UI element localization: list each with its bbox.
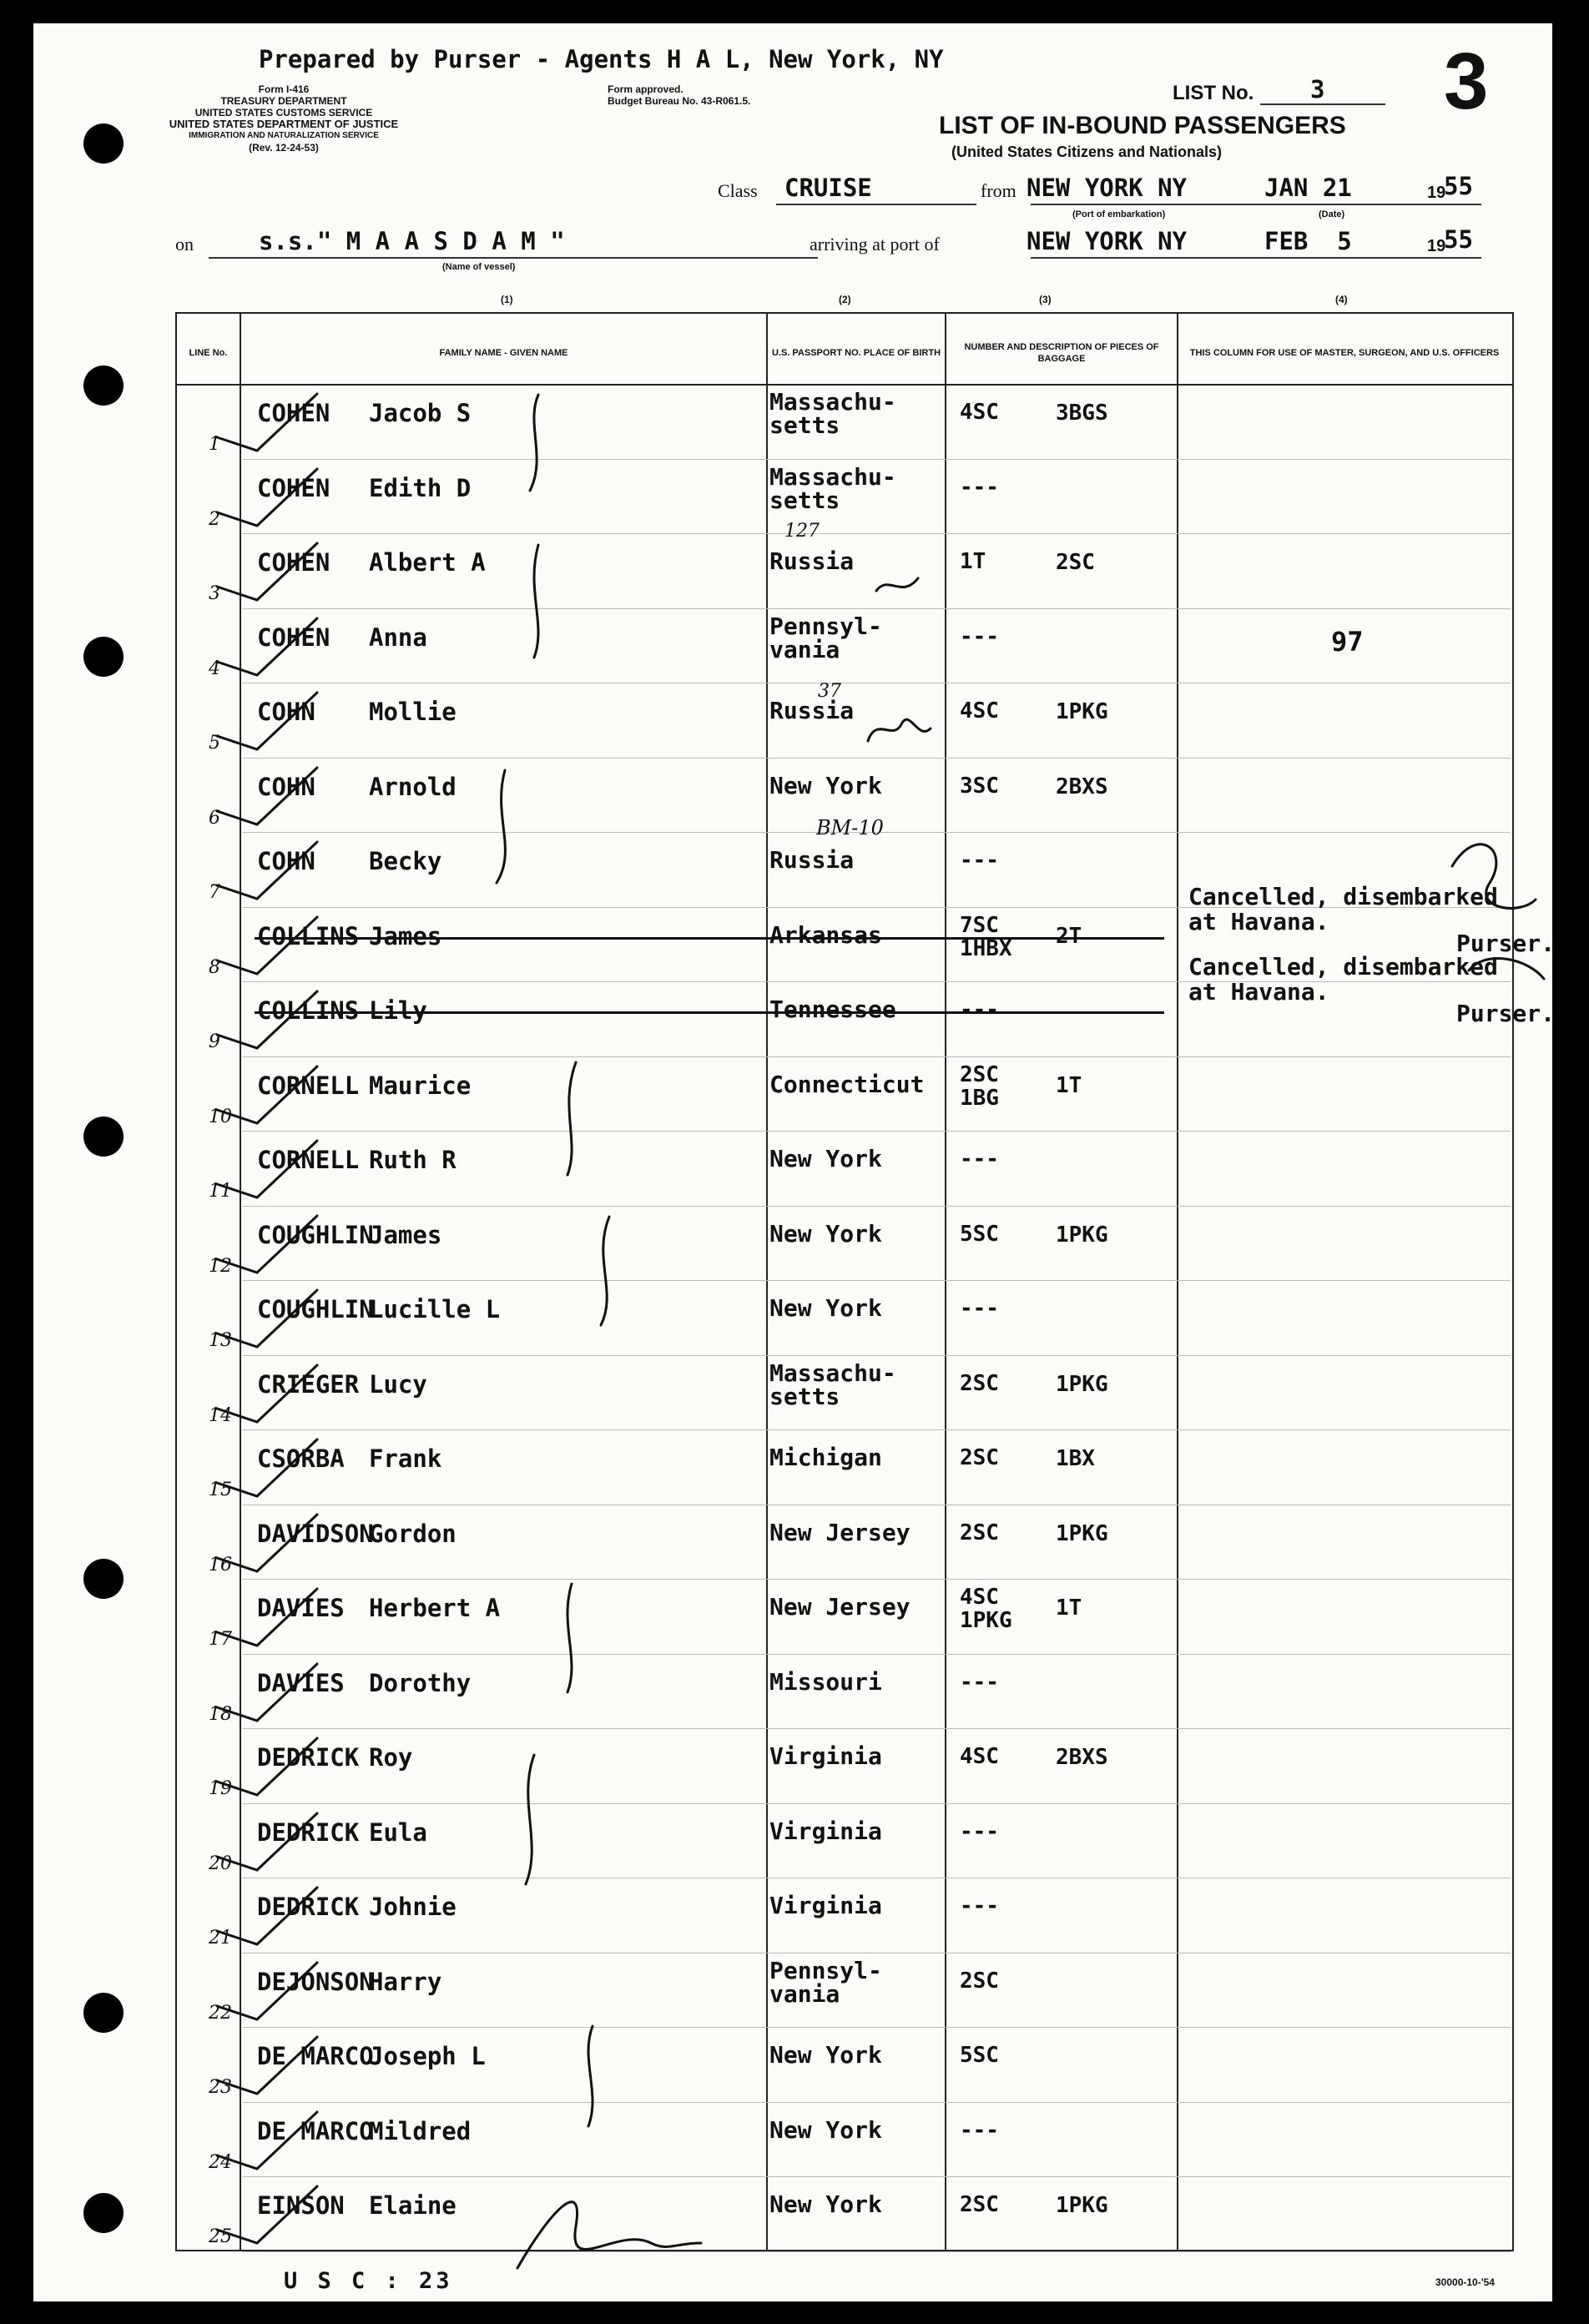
family-name: COHN: [257, 698, 315, 726]
place-of-birth: New York: [769, 771, 882, 799]
on-label: on: [175, 234, 194, 255]
place-of-birth: Virginia: [769, 1742, 882, 1770]
place-of-birth: Arkansas: [769, 920, 882, 949]
line-number: 18: [209, 1703, 232, 1725]
arrival-year-prefix: 19: [1427, 237, 1446, 255]
arrival-date: FEB 5: [1264, 227, 1352, 255]
line-number: 3: [209, 583, 220, 604]
family-name: COHEN: [257, 548, 330, 577]
customs-service: UNITED STATES CUSTOMS SERVICE: [194, 107, 373, 118]
class-value: CRUISE: [784, 174, 872, 202]
baggage-secondary: 1T: [1056, 1072, 1082, 1098]
arriving-label: arriving at port of: [810, 234, 940, 255]
line-number: 4: [209, 658, 220, 679]
baggage-primary: 2SC: [960, 1520, 999, 1545]
place-of-birth: Pennsyl- vania: [769, 1956, 882, 2008]
family-name: DAVIES: [257, 1668, 345, 1697]
column-header-passport: U.S. PASSPORT NO. PLACE OF BIRTH: [771, 348, 941, 358]
embark-caption: (Port of embarkation): [1072, 209, 1166, 219]
line-number: 7: [209, 882, 220, 903]
cancel-note-row-8: Cancelled, disembarked at Havana.: [1188, 883, 1498, 935]
baggage-primary: ---: [960, 1669, 999, 1695]
given-name: Edith D: [369, 473, 472, 502]
handwritten-note-row-7: BM-10: [816, 816, 884, 839]
from-label: from: [981, 180, 1016, 201]
column-number-4: (4): [1335, 294, 1348, 305]
list-title: LIST OF IN-BOUND PASSENGERS: [939, 112, 1346, 139]
line-number: 11: [209, 1181, 232, 1202]
family-name: EINSON: [257, 2191, 345, 2220]
form-id: Form I-416: [258, 83, 310, 95]
given-name: Becky: [369, 847, 442, 875]
line-number: 1: [209, 434, 220, 455]
baggage-primary: 2SC: [960, 2192, 999, 2217]
line-number: 12: [209, 1255, 232, 1277]
arrival-year: 55: [1444, 225, 1473, 254]
line-number: 6: [209, 807, 220, 829]
family-name: DEDRICK: [257, 1817, 360, 1847]
budget-bureau: Budget Bureau No. 43-R061.5.: [608, 95, 751, 107]
place-of-birth: New York: [769, 1145, 882, 1172]
baggage-secondary: 1PKG: [1056, 699, 1108, 724]
baggage-primary: 5SC: [960, 2043, 999, 2068]
baggage-primary: 2SC: [960, 1370, 999, 1396]
place-of-birth: Connecticut: [769, 1070, 925, 1098]
year-prefix: 19: [1427, 184, 1446, 202]
baggage-secondary: 1PKG: [1056, 2193, 1108, 2218]
column-number-1: (1): [501, 294, 513, 305]
place-of-birth: Missouri: [769, 1667, 882, 1696]
given-name: Mildred: [369, 2116, 472, 2145]
given-name: Herbert A: [369, 1594, 501, 1622]
family-name: DAVIDSON: [257, 1519, 374, 1548]
given-name: James: [369, 921, 442, 950]
baggage-primary: 4SC: [960, 698, 999, 723]
line-number: 5: [209, 733, 220, 754]
officer-signature: [1452, 844, 1536, 909]
column-header-name: FAMILY NAME - GIVEN NAME: [439, 348, 568, 358]
family-name: COHEN: [257, 473, 330, 502]
list-no-label: LIST No.: [1173, 82, 1254, 104]
place-of-birth: Michigan: [769, 1444, 882, 1471]
family-bracket: [526, 1755, 534, 1884]
baggage-primary: ---: [960, 848, 999, 873]
baggage-primary: 2SC: [960, 1968, 999, 1994]
given-name: Joseph L: [369, 2042, 486, 2070]
handwritten-note-row-5: 37: [818, 681, 841, 702]
baggage-primary: ---: [960, 997, 999, 1022]
from-date: JAN 21: [1264, 174, 1352, 202]
baggage-secondary: 2SC: [1056, 550, 1095, 575]
place-of-birth: Massachu- setts: [769, 462, 896, 514]
baggage-primary: 2SC 1BG: [960, 1061, 999, 1111]
family-bracket: [601, 1217, 609, 1325]
treasury-dept: TREASURY DEPARTMENT: [220, 95, 347, 107]
footer-usc: U S C : 23: [284, 2268, 453, 2294]
baggage-primary: 5SC: [960, 1221, 999, 1247]
family-name: DEDRICK: [257, 1743, 360, 1772]
place-of-birth: New York: [769, 2041, 882, 2069]
baggage-primary: 4SC: [960, 1744, 999, 1769]
line-number: 24: [209, 2151, 232, 2173]
place-of-birth: Russia: [769, 697, 855, 724]
revision: (Rev. 12-24-53): [249, 142, 319, 154]
date-caption: (Date): [1319, 209, 1345, 219]
line-number: 23: [209, 2077, 232, 2098]
family-name: DEJONSON: [257, 1967, 374, 1996]
baggage-primary: 4SC 1PKG: [960, 1585, 1012, 1633]
family-name: DAVIES: [257, 1594, 345, 1622]
handwritten-mark: [868, 719, 931, 741]
given-name: Lily: [369, 996, 427, 1025]
place-of-birth: New York: [769, 2115, 882, 2144]
family-name: CRIEGER: [257, 1369, 360, 1399]
arrival-port: NEW YORK NY: [1027, 227, 1188, 255]
column-number-3: (3): [1039, 294, 1052, 305]
line-number: 10: [209, 1106, 232, 1127]
place-of-birth: Russia: [769, 846, 855, 874]
baggage-secondary: 2BXS: [1056, 1745, 1108, 1770]
family-name: COHEN: [257, 623, 330, 652]
baggage-secondary: 2T: [1056, 923, 1082, 949]
place-of-birth: New York: [769, 1294, 882, 1322]
list-subtitle: (United States Citizens and Nationals): [951, 144, 1223, 160]
vessel-caption: (Name of vessel): [442, 262, 516, 272]
class-label: Class: [718, 180, 758, 201]
given-name: Lucille L: [369, 1295, 501, 1323]
place-of-birth: Massachu- setts: [769, 388, 896, 439]
column-header-line-no: LINE No.: [189, 348, 228, 358]
place-of-birth: Massachu- setts: [769, 1359, 896, 1410]
baggage-primary: ---: [960, 1296, 999, 1321]
given-name: Roy: [369, 1743, 413, 1772]
given-name: Lucy: [369, 1369, 427, 1399]
given-name: Maurice: [369, 1071, 472, 1100]
column-header-officers: THIS COLUMN FOR USE OF MASTER, SURGEON, AND U.S. OFFICERS: [1189, 348, 1500, 358]
line-number: 9: [209, 1031, 220, 1052]
family-name: COLLINS: [257, 921, 360, 950]
family-name: COHN: [257, 772, 315, 801]
line-number: 14: [209, 1404, 232, 1426]
family-name: CORNELL: [257, 1146, 360, 1174]
baggage-primary: 2SC: [960, 1445, 999, 1470]
given-name: Harry: [369, 1967, 442, 1996]
given-name: Frank: [369, 1444, 442, 1473]
family-bracket: [497, 770, 505, 883]
justice-dept: UNITED STATES DEPARTMENT OF JUSTICE: [169, 118, 399, 130]
baggage-primary: ---: [960, 474, 999, 500]
line-number: 15: [209, 1480, 232, 1500]
given-name: James: [369, 1220, 442, 1249]
page-number: 3: [1444, 37, 1489, 126]
family-name: COUGHLIN: [257, 1220, 374, 1249]
list-no: 3: [1310, 75, 1325, 103]
given-name: Mollie: [369, 698, 457, 726]
given-name: Dorothy: [369, 1668, 472, 1697]
place-of-birth: New York: [769, 1219, 882, 1248]
baggage-primary: 7SC 1HBX: [960, 912, 1012, 961]
officer-signature: [1469, 959, 1544, 979]
given-name: Eula: [369, 1817, 427, 1847]
line-number: 2: [209, 508, 220, 530]
place-of-birth: New Jersey: [769, 1593, 911, 1621]
place-of-birth: New York: [769, 2190, 882, 2218]
place-of-birth: Virginia: [769, 1817, 882, 1845]
line-number: 13: [209, 1330, 232, 1351]
from-year: 55: [1444, 172, 1473, 200]
given-name: Albert A: [369, 548, 486, 577]
baggage-secondary: 1PKG: [1056, 1222, 1108, 1248]
handwriting-overlay: [33, 23, 1552, 2301]
baggage-primary: ---: [960, 2117, 999, 2143]
given-name: Arnold: [369, 772, 457, 801]
vessel-name: s.s." M A A S D A M ": [259, 227, 565, 255]
officer-count: 97: [1331, 626, 1364, 658]
line-number: 22: [209, 2002, 232, 2024]
baggage-secondary: 1PKG: [1056, 1520, 1108, 1546]
cancel-note-row-9: Cancelled, disembarked at Havana.: [1188, 953, 1498, 1006]
baggage-primary: ---: [960, 1893, 999, 1918]
baggage-secondary: 3BGS: [1056, 401, 1108, 426]
column-number-2: (2): [839, 294, 851, 305]
baggage-secondary: 2BXS: [1056, 774, 1108, 799]
baggage-primary: ---: [960, 1818, 999, 1844]
place-of-birth: New Jersey: [769, 1518, 911, 1546]
line-number: 17: [209, 1629, 232, 1650]
baggage-secondary: 1PKG: [1056, 1371, 1108, 1397]
purser-note-row-9: Purser.: [1456, 1000, 1556, 1027]
family-bracket: [568, 1584, 572, 1692]
given-name: Gordon: [369, 1519, 457, 1548]
family-bracket: [568, 1062, 576, 1175]
from-port: NEW YORK NY: [1027, 174, 1188, 202]
handwritten-note-row-3: 127: [784, 521, 820, 542]
given-name: Elaine: [369, 2191, 457, 2220]
purser-note-row-8: Purser.: [1456, 930, 1556, 957]
handwritten-mark: [876, 578, 918, 591]
line-number: 19: [209, 1778, 232, 1799]
place-of-birth: Russia: [769, 547, 855, 575]
given-name: Jacob S: [369, 399, 472, 427]
line-number: 16: [209, 1554, 232, 1575]
baggage-primary: 4SC: [960, 400, 999, 425]
family-name: COLLINS: [257, 996, 360, 1025]
baggage-primary: ---: [960, 623, 999, 649]
given-name: Anna: [369, 623, 427, 652]
ins-service: IMMIGRATION AND NATURALIZATION SERVICE: [189, 131, 379, 140]
family-name: COHN: [257, 847, 315, 875]
baggage-secondary: 1BX: [1056, 1446, 1095, 1471]
given-name: Ruth R: [369, 1146, 457, 1174]
line-number: 21: [209, 1928, 232, 1948]
prepared-by-line: Prepared by Purser - Agents H A L, New York, NY: [259, 45, 944, 73]
family-name: DE MARCO: [257, 2116, 374, 2145]
place-of-birth: Pennsyl- vania: [769, 612, 882, 663]
baggage-secondary: 1T: [1056, 1596, 1082, 1621]
line-number: 25: [209, 2226, 232, 2247]
line-number: 8: [209, 956, 220, 978]
family-bracket: [534, 545, 538, 658]
family-bracket: [588, 2026, 593, 2126]
footer-signature: [517, 2202, 701, 2268]
family-name: COHEN: [257, 399, 330, 427]
footer-form-code: 30000-10-'54: [1435, 2276, 1495, 2288]
column-header-baggage: NUMBER AND DESCRIPTION OF PIECES OF BAGGAGE: [964, 342, 1159, 364]
family-bracket: [530, 395, 538, 491]
family-name: DEDRICK: [257, 1893, 360, 1921]
baggage-primary: 3SC: [960, 773, 999, 799]
line-number: 20: [209, 1853, 232, 1874]
document-page: [33, 23, 1556, 2301]
baggage-primary: ---: [960, 1147, 999, 1172]
place-of-birth: Virginia: [769, 1892, 882, 1919]
family-name: CORNELL: [257, 1071, 360, 1100]
family-name: DE MARCO: [257, 2042, 374, 2070]
place-of-birth: Tennessee: [769, 996, 896, 1023]
family-name: CSORBA: [257, 1444, 345, 1473]
family-name: COUGHLIN: [257, 1295, 374, 1323]
given-name: Johnie: [369, 1893, 457, 1921]
form-approved: Form approved.: [608, 83, 684, 95]
baggage-primary: 1T: [960, 549, 986, 574]
